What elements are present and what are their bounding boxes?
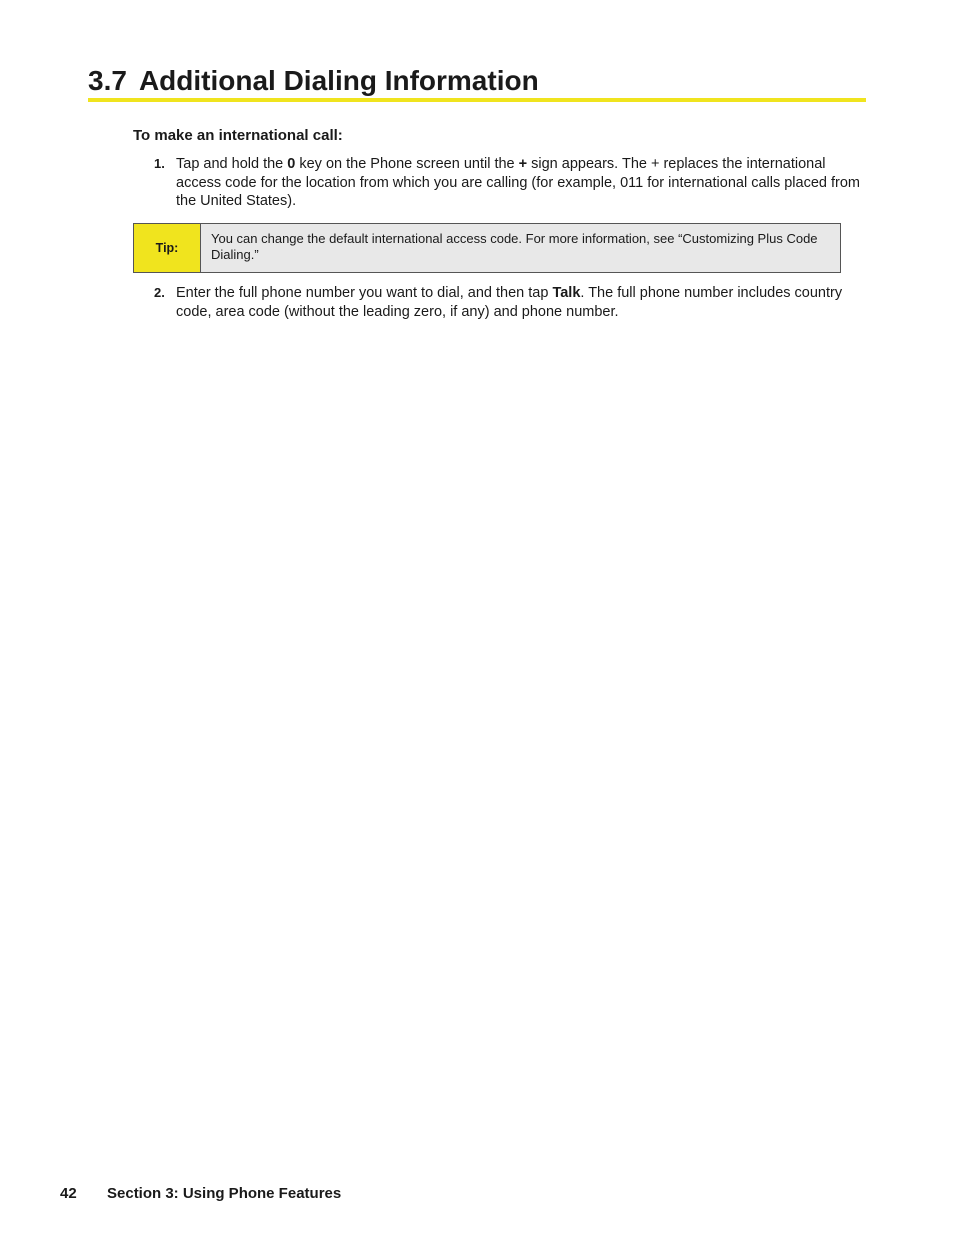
step-text-part: . The full phone number includes country code, area code (without the leading zero, if any) and phone number. <box>176 285 843 320</box>
page-footer <box>60 1184 341 1204</box>
plus-sign-label: + <box>518 156 528 172</box>
section-title-text: Additional Dialing Information <box>138 65 539 96</box>
step-text-part: key on the Phone screen until the <box>295 156 519 172</box>
step-text-part: Enter the full phone number you want to dial, and then tap <box>176 285 553 301</box>
zero-key-label: 0 <box>287 156 296 172</box>
footer-section-label: Section 3: Using Phone Features <box>107 1185 342 1202</box>
step-text-part: Tap and hold the <box>176 156 288 172</box>
step-1 <box>154 155 866 211</box>
step-number: 1. <box>154 156 165 171</box>
tip-text: You can change the default international access code. For more information, see “Customizing Plus Code Dialing.” <box>201 224 840 272</box>
step-text <box>176 155 866 211</box>
procedure-heading: To make an international call: <box>133 127 343 144</box>
page-number: 42 <box>60 1185 77 1202</box>
tip-box <box>133 223 841 273</box>
talk-key-label: Talk <box>552 285 581 301</box>
step-number: 2. <box>154 285 165 300</box>
step-2 <box>154 284 866 321</box>
step-text-part: sign appears. The + replaces the international access code for the location from which you are calling (for example, 011 for international calls placed from the United States). <box>176 156 860 209</box>
section-title <box>88 64 866 102</box>
tip-label: Tip: <box>134 224 201 272</box>
step-text <box>176 284 866 321</box>
section-number: 3.7 <box>88 65 127 96</box>
